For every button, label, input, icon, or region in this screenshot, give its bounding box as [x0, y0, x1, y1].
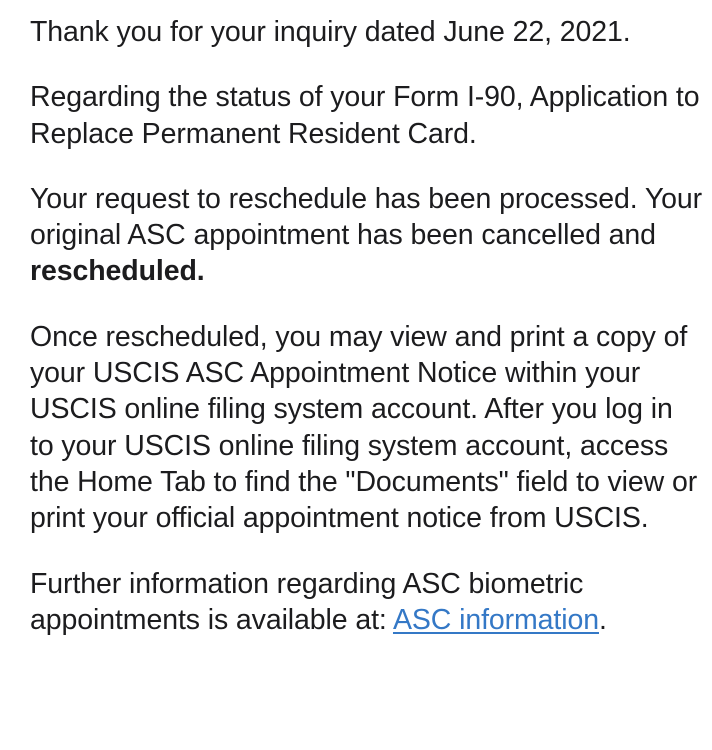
instructions-text: Once rescheduled, you may view and print a copy of your USCIS ASC Appointment Notice within your USCIS online filing system account. After you log in to your USCIS online filing system account, access the Home Tab to find the "Documents" field to view or print your official appointment notice from USCIS. — [30, 320, 698, 535]
further-info-paragraph — [30, 566, 702, 639]
reschedule-paragraph — [30, 181, 702, 290]
status-paragraph — [30, 79, 702, 152]
asc-information-link[interactable]: ASC information — [392, 603, 599, 636]
instructions-paragraph — [30, 319, 702, 537]
further-info-text: Further information regarding ASC biometric appointments is available at: — [30, 567, 584, 636]
status-text: Regarding the status of your Form I-90, Application to Replace Permanent Resident Card. — [30, 81, 700, 150]
inquiry-text: Thank you for your inquiry dated June 22, 2021. — [30, 16, 631, 48]
inquiry-paragraph — [30, 14, 702, 50]
further-info-end: . — [599, 603, 607, 636]
message-body — [30, 14, 702, 638]
rescheduled-bold-text: rescheduled. — [30, 255, 205, 288]
reschedule-text: Your request to reschedule has been processed. Your original ASC appointment has been cancelled and — [30, 182, 702, 252]
